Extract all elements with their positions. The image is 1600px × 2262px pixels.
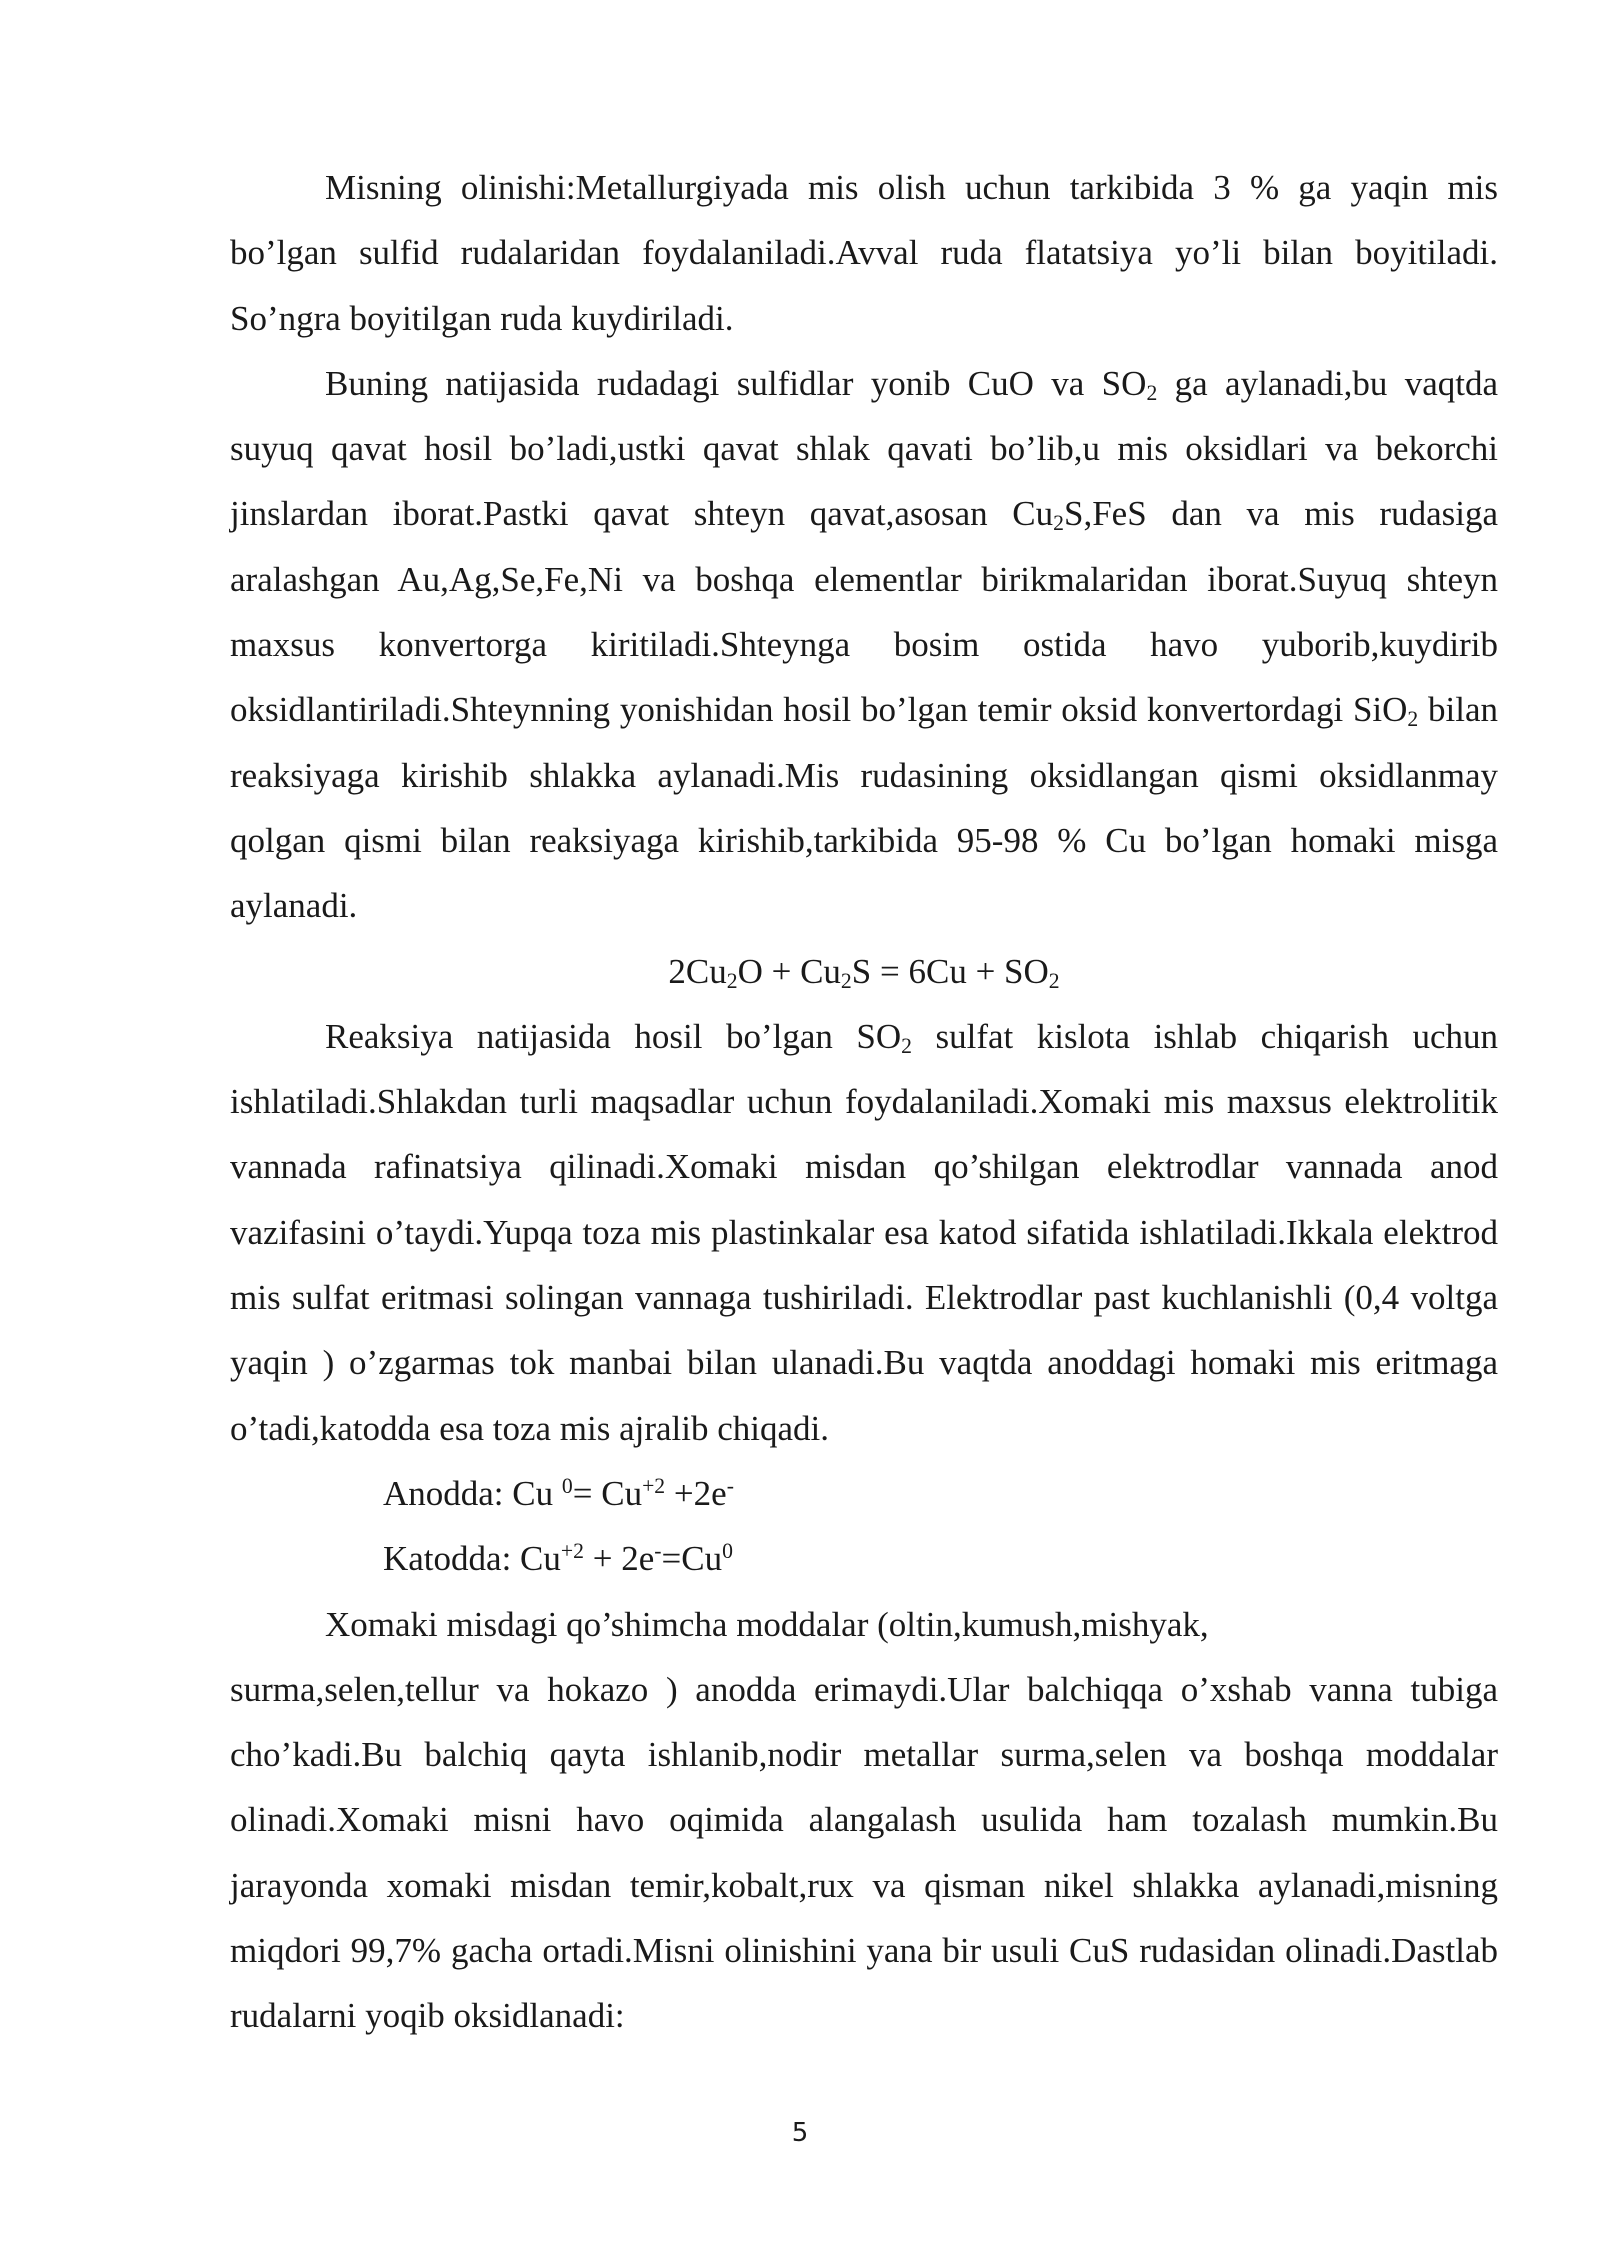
equation-anode: Anodda: Cu $^0= Cu^{+2} +2e^-$ <box>383 1473 734 1513</box>
paragraph-qoshimcha-line1: Xomaki misdagi qo’shimcha moddalar (oltin,kumush,mishyak, <box>325 1604 1209 1644</box>
paragraph-qoshimcha-rest: surma,selen,tellur va hokazo ) anodda erimaydi.Ular balchiqqa o’xshab vanna tubiga cho’kadi.Bu balchiq qayta ishlanib,nodir metallar surma,selen va boshqa moddalar olinadi.Xomaki misni havo oqimida alangalash usulida ham tozalash mumkin.Bu jarayonda xomaki misdan temir,kobalt,rux va qisman nikel shlakka aylanadi,misning miqdori 99,7% gacha ortadi.Misni olinishini yana bir usuli CuS rudasidan olinadi.Dastlab rudalarni yoqib oksidlanadi: <box>230 1669 1498 2036</box>
equation-reaction: $2Cu_2O + Cu_2S = 6Cu + SO_2$ <box>668 951 1060 993</box>
equation-cathode: Katodda: $Cu^{+2} + 2e^-=Cu^0$ <box>383 1539 733 1579</box>
paragraph-kuydirish: Buning natijasida rudadagi sulfidlar yonib CuO va $SO_2$ ga aylanadi,bu vaqtda suyuq qavat hosil bo’ladi,ustki qavat shlak qavati bo’lib,u mis oksidlari va bekorchi jinslardan iborat.Pastki qavat shteyn qavat,asosan $Cu_2S,FeS$ dan va mis rudasiga aralashgan Au,Ag,Se,Fe,Ni va boshqa elementlar birikmalaridan iborat.Suyuq shteyn maxsus konvertorga kiritiladi.Shteynga bosim ostida havo yuborib,kuydirib oksidlantiriladi.Shteynning yonishidan hosil bo’lgan temir oksid konvertordagi SiO$_2$ bilan reaksiyaga kirishib shlakka aylanadi.Mis rudasining oksidlangan qismi oksidlanmay qolgan qismi bilan reaksiyaga kirishib,tarkibida 95-98 % Cu bo’lgan homaki misga aylanadi. <box>230 363 1498 926</box>
body-text <box>230 155 1498 2049</box>
paragraph-rafinatsiya: Reaksiya natijasida hosil bo’lgan $SO_2$ sulfat kislota ishlab chiqarish uchun ishlatiladi.Shlakdan turli maqsadlar uchun foydalaniladi.Xomaki mis maxsus elektrolitik vannada rafinatsiya qilinadi.Xomaki misdan qo’shilgan elektrodlar vannada anod vazifasini o’taydi.Yupqa toza mis plastinkalar esa katod sifatida ishlatiladi.Ikkala elektrod mis sulfat eritmasi solingan vannaga tushiriladi. Elektrodlar past kuchlanishli (0,4 voltga yaqin ) o’zgarmas tok manbai bilan ulanadi.Bu vaqtda anoddagi homaki mis eritmaga o’tadi,katodda esa toza mis ajralib chiqadi. <box>230 1016 1498 1448</box>
paragraph-mis-olinishi: Misning olinishi:Metallurgiyada mis olish uchun tarkibida 3 % ga yaqin mis bo’lgan sulfid rudalaridan foydalaniladi.Avval ruda flatatsiya yo’li bilan boyitiladi. So’ngra boyitilgan ruda kuydiriladi. <box>230 168 1498 338</box>
page-number: 5 <box>791 2118 809 2148</box>
